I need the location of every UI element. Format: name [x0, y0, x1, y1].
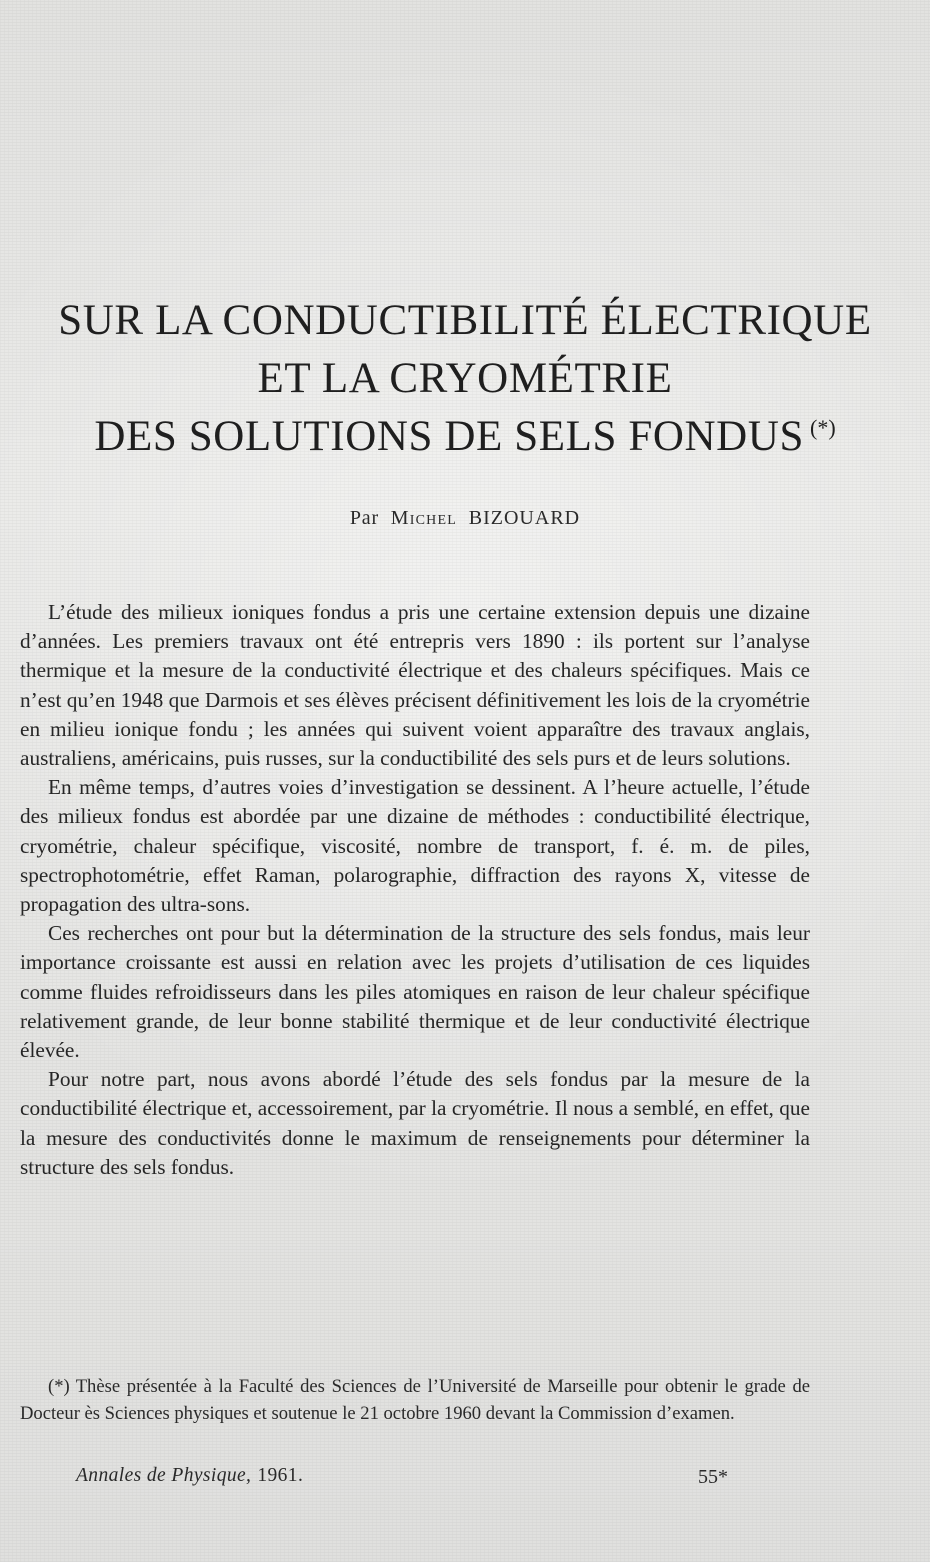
- journal-name: Annales de Physique,: [76, 1465, 252, 1486]
- body-text: [20, 598, 810, 1182]
- paragraph-2: En même temps, d’autres voies d’investigation se dessinent. A l’heure actuelle, l’étude des milieux fondus est abordée par une dizaine de méthodes : conductibilité électrique, cryométrie, chaleur spécifique, viscosité, nombre de transport, f. é. m. de piles, spectrophotométrie, effet Raman, polarographie, diffraction des rayons X, vitesse de propagation des ultra-sons.: [20, 775, 810, 917]
- paragraph-4: Pour notre part, nous avons abordé l’étude des sels fondus par la mesure de la conductibilité électrique et, accessoirement, par la cryométrie. Il nous a semblé, en effet, que la mesure des conductivités donne le maximum de renseignements pour déterminer la structure des sels fondus.: [20, 1067, 810, 1179]
- title-footnote-mark: (*): [810, 414, 836, 440]
- byline-prefix: Par: [349, 507, 379, 529]
- paragraph-1: L’étude des milieux ioniques fondus a pris une certaine extension depuis une dizaine d’années. Les premiers travaux ont été entrepris vers 1890 : ils portent sur l’analyse thermique et la mesure de la conductivité électrique et des chaleurs spécifiques. Mais ce n’est qu’en 1948 que Darmois et ses élèves précisent définitivement les lois de la cryométrie en milieu ionique fondu ; les années qui suivent voient apparaître des travaux anglais, australiens, américains, puis russes, sur la conductibilité des sels purs et de leurs solutions.: [20, 600, 810, 771]
- journal-year: 1961.: [257, 1465, 304, 1486]
- byline: [0, 507, 930, 530]
- journal-citation: [76, 1465, 303, 1487]
- title-line-2: ET LA CRYOMÉTRIE: [257, 355, 673, 402]
- author-last-name: BIZOUARD: [468, 507, 581, 529]
- title-line-3: [0, 412, 930, 461]
- title-line-1: SUR LA CONDUCTIBILITÉ ÉLECTRIQUE: [58, 297, 872, 344]
- title-line-3-text: DES SOLUTIONS DE SELS FONDUS: [94, 413, 804, 460]
- author-first-name: Michel: [390, 507, 457, 529]
- page-number: 55*: [698, 1466, 728, 1488]
- footnote-mark: (*): [48, 1376, 70, 1397]
- footnote-text: Thèse présentée à la Faculté des Sciences de l’Université de Marseille pour obtenir le grade de Docteur ès Sciences physiques et soutenue le 21 octobre 1960 devant la Commission d’examen.: [20, 1376, 810, 1424]
- footnote: [20, 1374, 810, 1427]
- paragraph-3: Ces recherches ont pour but la détermination de la structure des sels fondus, mais leur importance croissante est aussi en relation avec les projets d’utilisation de ces liquides comme fluides refroidisseurs dans les piles atomiques en raison de leur chaleur spécifique relativement grande, de leur bonne stabilité thermique et de leur conductivité électrique élevée.: [20, 921, 810, 1063]
